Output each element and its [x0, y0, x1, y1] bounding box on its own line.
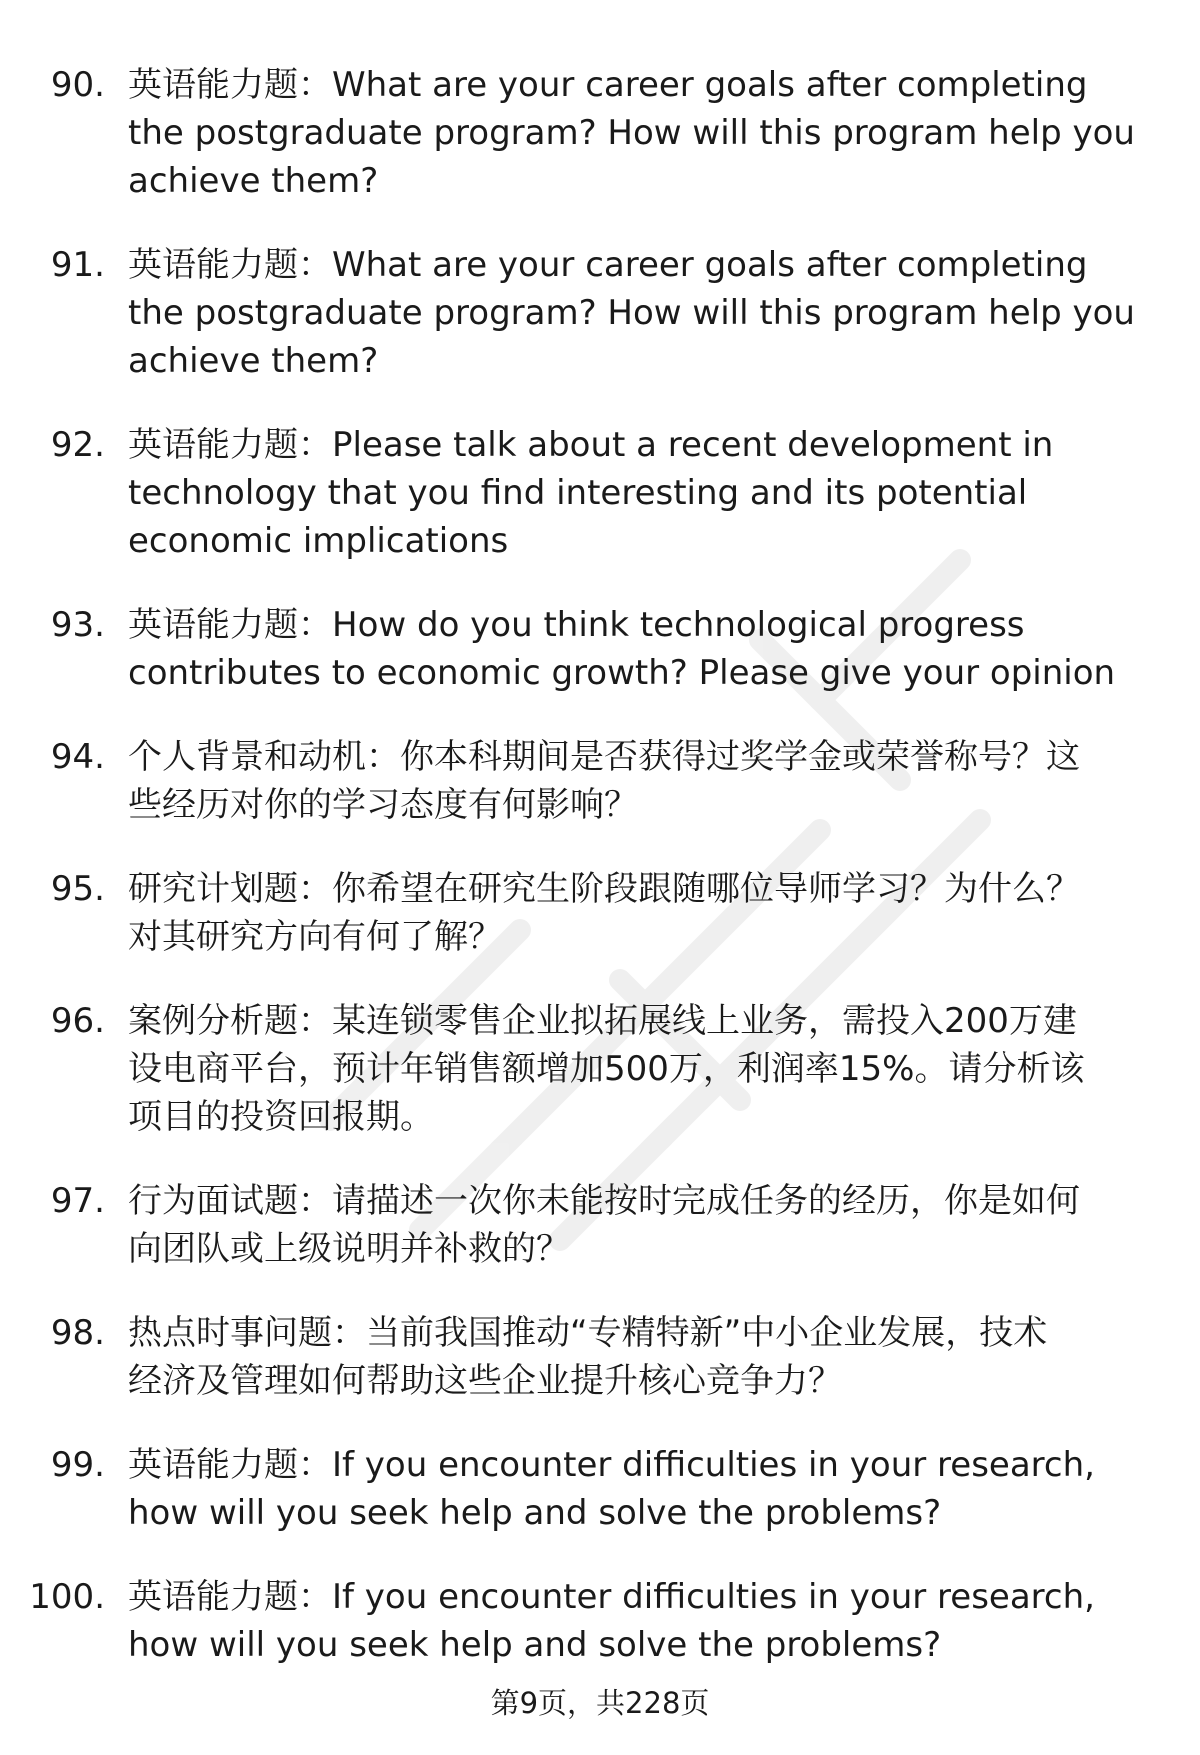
question-line: contributes to economic growth? Please give your opinion [128, 653, 1116, 693]
question-line: 研究计划题：你希望在研究生阶段跟随哪位导师学习？为什么？ [128, 869, 1080, 909]
question-text [128, 61, 1168, 205]
question-line: 英语能力题：How do you think technological progress [128, 605, 1025, 645]
question-line: achieve them? [128, 161, 379, 201]
question-line: the postgraduate program? How will this program help you [128, 113, 1135, 153]
question-line: the postgraduate program? How will this program help you [128, 293, 1135, 333]
question-line: how will you seek help and solve the problems? [128, 1493, 942, 1533]
question-line: technology that you find interesting and its potential [128, 473, 1028, 513]
question-line: 经济及管理如何帮助这些企业提升核心竞争力？ [128, 1361, 842, 1401]
question-text [128, 733, 1168, 829]
question-line: 项目的投资回报期。 [128, 1097, 434, 1137]
question-number: 100. [29, 1577, 105, 1617]
question-line: 行为面试题：请描述一次你未能按时完成任务的经历，你是如何 [128, 1181, 1080, 1221]
question-number: 98. [50, 1313, 105, 1353]
question-line: 设电商平台，预计年销售额增加500万，利润率15%。请分析该 [128, 1049, 1085, 1089]
question-line: 英语能力题：If you encounter difficulties in your research, [128, 1445, 1095, 1485]
question-number: 96. [50, 1001, 105, 1041]
question-line: 英语能力题：If you encounter difficulties in your research, [128, 1577, 1095, 1617]
question-text [128, 241, 1168, 385]
question-number: 94. [50, 737, 105, 777]
question-text [128, 865, 1168, 961]
question-number: 93. [50, 605, 105, 645]
question-text [128, 997, 1168, 1141]
question-line: how will you seek help and solve the problems? [128, 1625, 942, 1665]
question-line: 个人背景和动机：你本科期间是否获得过奖学金或荣誉称号？这 [128, 737, 1080, 777]
question-line: 些经历对你的学习态度有何影响？ [128, 785, 638, 825]
question-line: 对其研究方向有何了解？ [128, 917, 502, 957]
question-line: 英语能力题：What are your career goals after completing [128, 245, 1088, 285]
question-number: 99. [50, 1445, 105, 1485]
question-number: 91. [50, 245, 105, 285]
question-line: 案例分析题：某连锁零售企业拟拓展线上业务，需投入200万建 [128, 1001, 1077, 1041]
question-line: economic implications [128, 521, 509, 561]
question-line: achieve them? [128, 341, 379, 381]
question-text [128, 1177, 1168, 1273]
question-text [128, 421, 1168, 565]
question-line: 向团队或上级说明并补救的？ [128, 1229, 570, 1269]
question-number: 95. [50, 869, 105, 909]
page-footer: 第9页，共228页 [490, 1686, 710, 1720]
question-line: 热点时事问题：当前我国推动“专精特新”中小企业发展，技术 [128, 1313, 1048, 1353]
question-line: 英语能力题：What are your career goals after completing [128, 65, 1088, 105]
question-text [128, 1309, 1168, 1405]
question-text [128, 1441, 1168, 1537]
question-number: 90. [50, 65, 105, 105]
question-number: 92. [50, 425, 105, 465]
question-number: 97. [50, 1181, 105, 1221]
question-text [128, 601, 1168, 697]
question-text [128, 1573, 1168, 1669]
question-line: 英语能力题：Please talk about a recent development in [128, 425, 1054, 465]
